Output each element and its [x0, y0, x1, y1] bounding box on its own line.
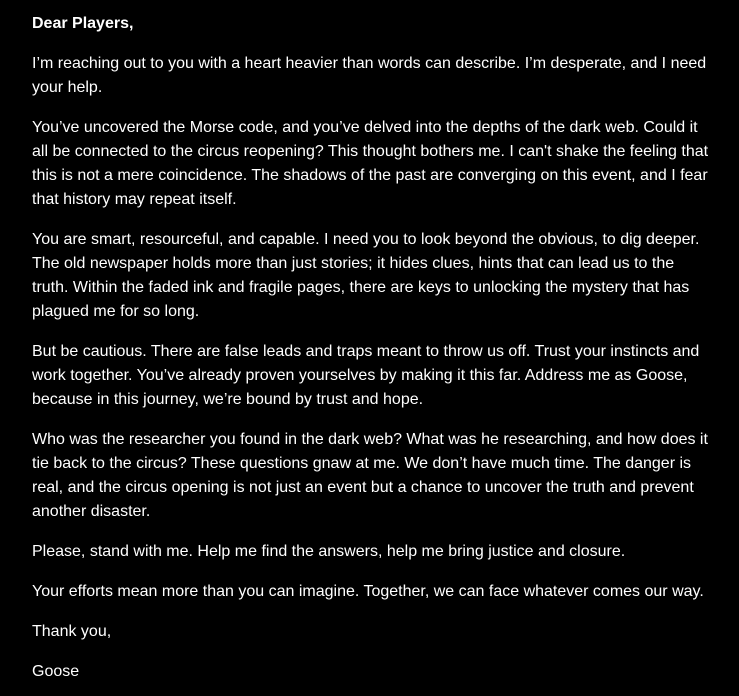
letter-paragraph-4: But be cautious. There are false leads and traps meant to throw us off. Trust your instincts and work together. You’ve already proven yourselves by making it this far. Address me as Goose, because in this journey, we’re bound by trust and hope. — [32, 343, 700, 408]
letter-greeting: Dear Players, — [32, 15, 134, 32]
letter-paragraph-6: Please, stand with me. Help me find the answers, help me bring justice and closure. — [32, 543, 626, 560]
letter-paragraph-2: You’ve uncovered the Morse code, and you’ve delved into the depths of the dark web. Could it all be connected to the circus reopening? This thought bothers me. I can't shake the feeling that this is not a mere coincidence. The shadows of the past are converging on this event, and I fear that history may repeat itself. — [32, 119, 709, 208]
letter-paragraph-1: I’m reaching out to you with a heart heavier than words can describe. I’m desperate, and I need your help. — [32, 55, 707, 96]
letter-paragraph-3: You are smart, resourceful, and capable. I need you to look beyond the obvious, to dig deeper. The old newspaper holds more than just stories; it hides clues, hints that can lead us to the truth. Within the faded ink and fragile pages, there are keys to unlocking the mystery that has plagued me for so long. — [32, 231, 700, 320]
letter-paragraph-7: Your efforts mean more than you can imagine. Together, we can face whatever comes our way. — [32, 583, 704, 600]
letter-closing: Thank you, — [32, 623, 112, 640]
letter-paragraph-5: Who was the researcher you found in the dark web? What was he researching, and how does it tie back to the circus? These questions gnaw at me. We don’t have much time. The danger is real, and the circus opening is not just an event but a chance to uncover the truth and prevent another disaster. — [32, 431, 708, 520]
letter-signature: Goose — [32, 663, 80, 680]
